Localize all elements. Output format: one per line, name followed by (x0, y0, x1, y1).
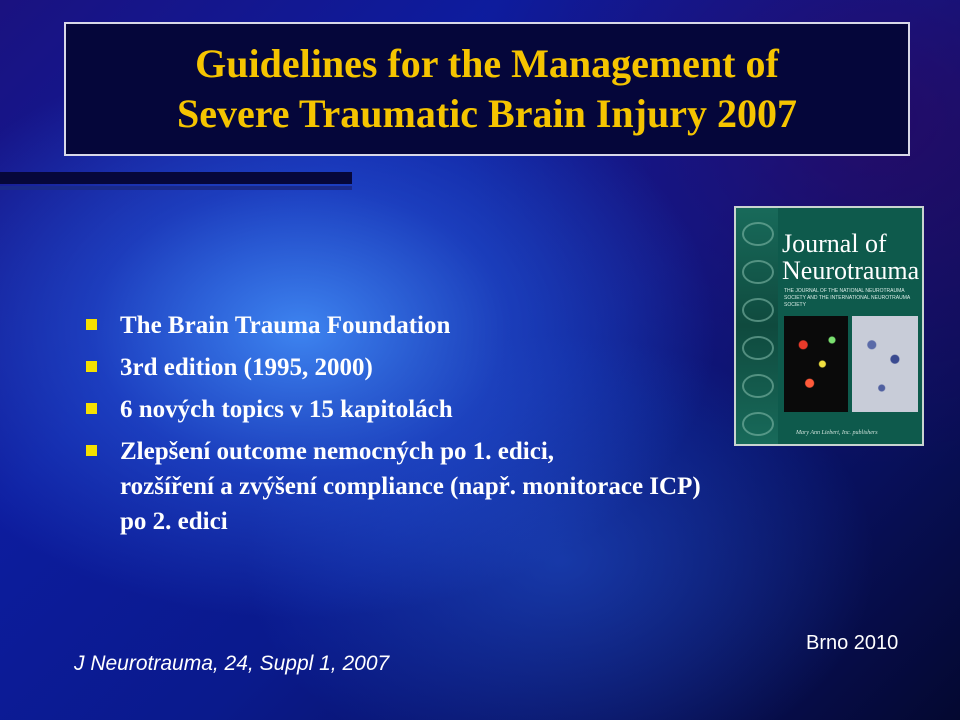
cover-ornament-icon (742, 260, 774, 284)
bullet-text-line: Zlepšení outcome nemocných po 1. edici, (120, 438, 555, 465)
cover-decorative-strip (736, 208, 778, 444)
bullet-text: The Brain Trauma Foundation (120, 312, 451, 339)
place-date-text: Brno 2010 (806, 632, 899, 654)
bullet-text-line: po 2. edici (120, 508, 228, 535)
square-bullet-icon (86, 319, 97, 330)
cover-title (782, 230, 919, 284)
cover-publisher: Mary Ann Liebert, Inc. publishers (796, 430, 878, 436)
cover-ornament-icon (742, 412, 774, 436)
bullet-text-line: rozšíření a zvýšení compliance (např. monitorace ICP) (120, 473, 701, 500)
cover-micrograph-fluorescent (784, 316, 848, 412)
bullet-text: 6 nových topics v 15 kapitolách (120, 396, 453, 423)
square-bullet-icon (86, 445, 97, 456)
cover-title-line-2: Neurotrauma (782, 256, 920, 285)
cover-title-line-1: Journal of (782, 229, 887, 258)
slide-title-box (64, 22, 910, 156)
slide-title-line-1: Guidelines for the Management of (195, 41, 779, 86)
cover-micrograph-stained (852, 316, 918, 412)
cover-ornament-icon (742, 298, 774, 322)
bullet-item (84, 434, 884, 539)
journal-cover-image (734, 206, 924, 446)
accent-bar (0, 172, 352, 184)
accent-bar-thin (0, 186, 352, 190)
cover-ornament-icon (742, 336, 774, 360)
cover-ornament-icon (742, 374, 774, 398)
citation-text: J Neurotrauma, 24, Suppl 1, 2007 (74, 652, 390, 675)
bullet-text: 3rd edition (1995, 2000) (120, 354, 373, 381)
slide-title-line-2: Severe Traumatic Brain Injury 2007 (177, 91, 797, 136)
cover-subtitle: THE JOURNAL OF THE NATIONAL NEUROTRAUMA SOCIETY AND THE INTERNATIONAL NEUROTRAUMA SOCIETY (784, 288, 910, 308)
square-bullet-icon (86, 361, 97, 372)
cover-ornament-icon (742, 222, 774, 246)
square-bullet-icon (86, 403, 97, 414)
